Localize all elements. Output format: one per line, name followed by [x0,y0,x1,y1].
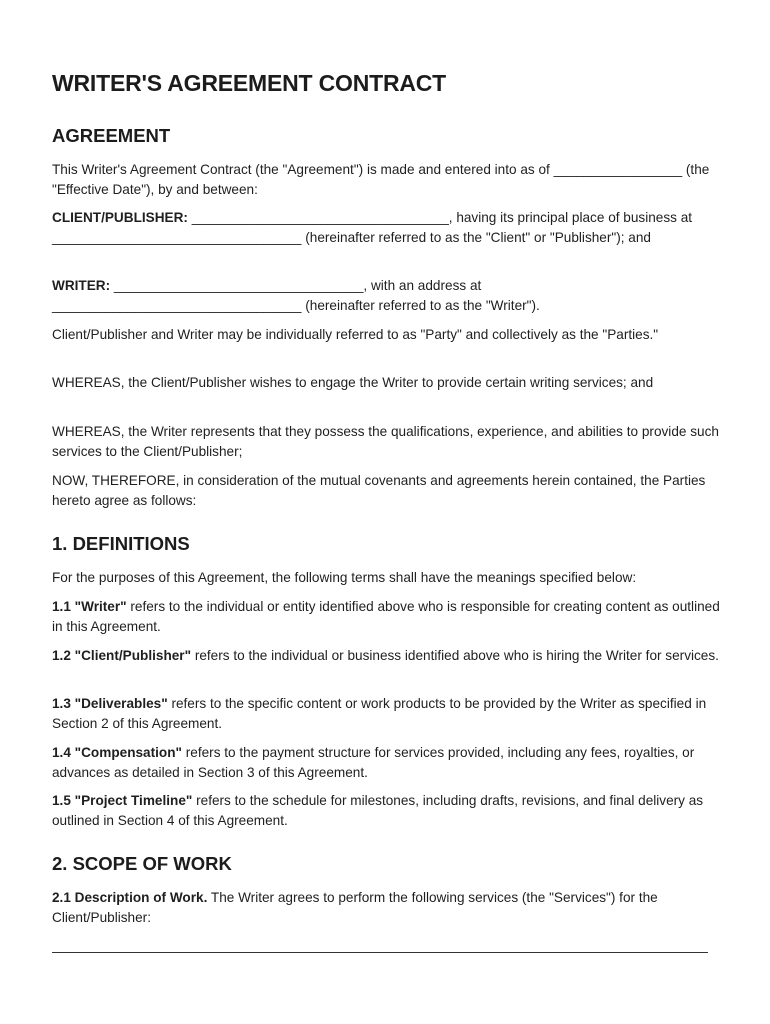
definition-item [52,791,728,830]
definition-term: 1.1 "Writer" [52,599,127,614]
definition-text: refers to the payment structure for services provided, including any fees, royalties, or advances as detailed in Section 3 of this Agreement. [52,745,695,780]
client-label: CLIENT/PUBLISHER: [52,210,188,225]
definition-term: 1.3 "Deliverables" [52,696,168,711]
blank-fill-line [52,952,708,953]
whereas-clause-1: WHEREAS, the Client/Publisher wishes to engage the Writer to provide certain writing services; and [52,375,654,390]
client-publisher-clause [52,208,728,247]
definition-text: refers to the individual or entity identified above who is responsible for creating content as outlined in this Agreement. [52,599,720,634]
definition-text: refers to the specific content or work products to be provided by the Writer as specified in Section 2 of this Agreement. [52,696,707,731]
scope-item-text: The Writer agrees to perform the following services (the "Services") for the Client/Publisher: [52,890,658,925]
definition-text: refers to the individual or business identified above who is hiring the Writer for services. [191,648,719,663]
definition-item [52,743,728,782]
definition-item [52,694,728,733]
definition-item [52,646,728,666]
definition-term: 1.2 "Client/Publisher" [52,648,192,663]
writer-text: _________________________________, with an address at _________________________________ (hereinafter referred to as the "Writer"). [52,278,540,313]
definition-text: refers to the schedule for milestones, including drafts, revisions, and final delivery as outlined in Section 4 of this Agreement. [52,793,704,828]
whereas-clause-2: WHEREAS, the Writer represents that they possess the qualifications, experience, and abilities to provide such services to the Client/Publisher; [52,424,719,459]
definition-term: 1.5 "Project Timeline" [52,793,193,808]
now-therefore-clause: NOW, THEREFORE, in consideration of the mutual covenants and agreements herein contained, the Parties hereto agree as follows: [52,473,706,508]
writer-clause [52,276,728,315]
scope-item-term: 2.1 Description of Work. [52,890,208,905]
definitions-intro: For the purposes of this Agreement, the following terms shall have the meanings specified below: [52,570,637,585]
scope-description-item [52,888,728,927]
definition-term: 1.4 "Compensation" [52,745,182,760]
document-title: WRITER'S AGREEMENT CONTRACT [52,70,447,96]
parties-clause: Client/Publisher and Writer may be individually referred to as "Party" and collectively as the "Parties." [52,327,659,342]
writer-label: WRITER: [52,278,111,293]
definitions-heading: 1. DEFINITIONS [52,533,190,554]
definition-item [52,597,728,636]
agreement-heading: AGREEMENT [52,125,171,146]
client-text: __________________________________, having its principal place of business at _________________________________ (hereinafter referred to as the "Client" or "Publisher"); and [52,210,693,245]
agreement-intro: This Writer's Agreement Contract (the "Agreement") is made and entered into as of _________________ (the "Effective Date"), by and between: [52,162,710,197]
scope-heading: 2. SCOPE OF WORK [52,853,232,874]
